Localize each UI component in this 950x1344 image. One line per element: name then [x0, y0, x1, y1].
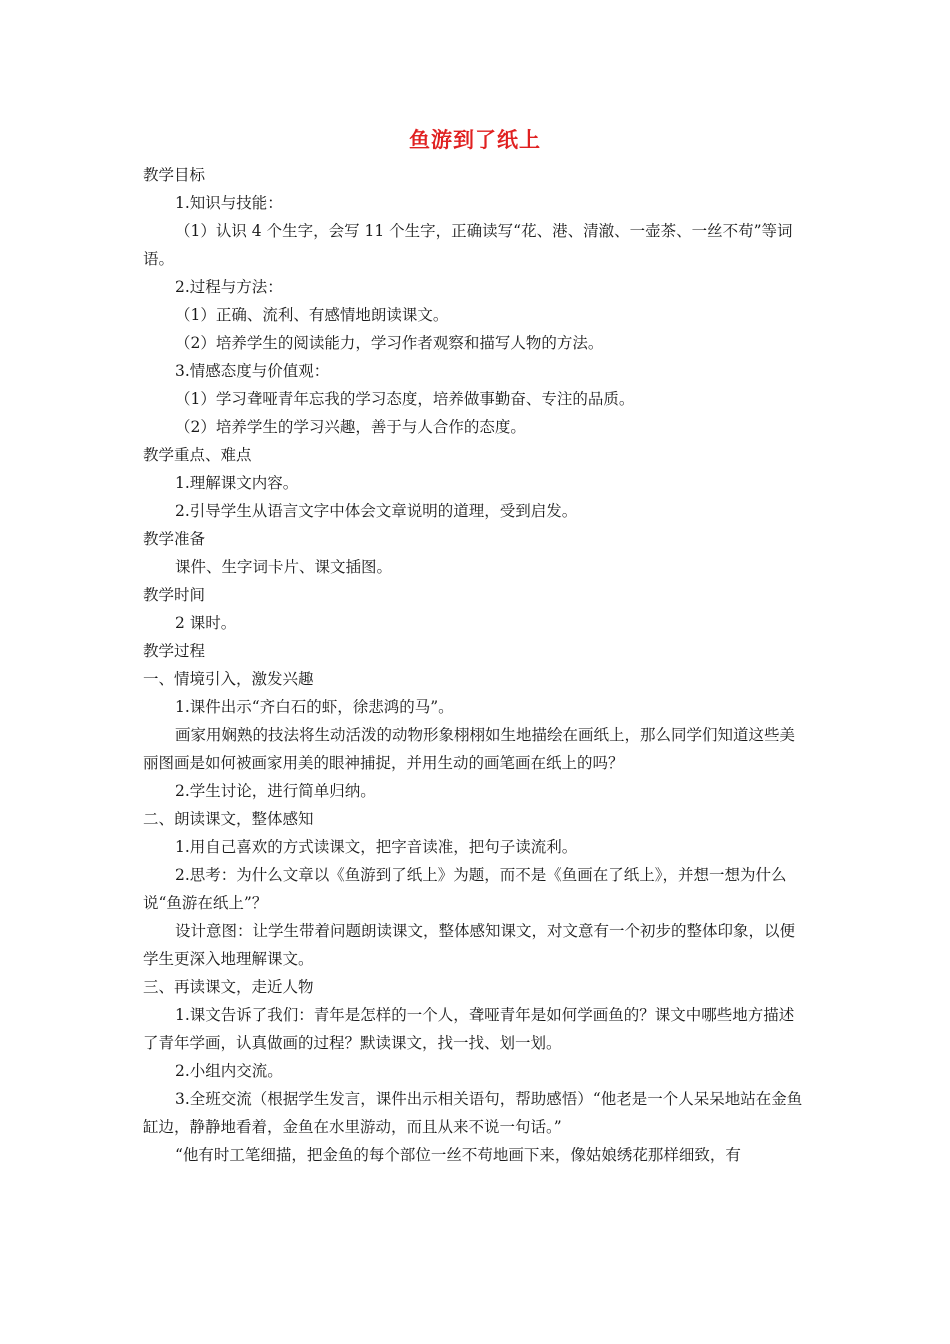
section-heading: 三、再读课文，走近人物 [143, 978, 314, 996]
section-heading: 教学时间 [143, 586, 206, 604]
section-heading: 教学过程 [143, 642, 206, 660]
paragraph: 画家用娴熟的技法将生动活泼的动物形象栩栩如生地描绘在画纸上，那么同学们知道这些美丽图画是如何被画家用美的眼神捕捉，并用生动的画笔画在纸上的吗？ [143, 726, 796, 772]
paragraph: 2 课时。 [175, 614, 237, 632]
paragraph: 1.课件出示“齐白石的虾，徐悲鸿的马”。 [175, 698, 454, 716]
paragraph: 2.学生讨论，进行简单归纳。 [175, 782, 376, 800]
document-body [143, 161, 807, 1169]
document-title: 鱼游到了纸上 [409, 127, 541, 152]
paragraph: 1.知识与技能： [175, 194, 283, 212]
section-heading: 二、朗读课文，整体感知 [143, 810, 314, 828]
paragraph: 1.理解课文内容。 [175, 474, 299, 492]
paragraph: 2.过程与方法： [175, 278, 283, 296]
paragraph: （2）培养学生的学习兴趣，善于与人合作的态度。 [175, 418, 526, 436]
paragraph: 1.用自己喜欢的方式读课文，把字音读准，把句子读流利。 [175, 838, 578, 856]
paragraph: 2.引导学生从语言文字中体会文章说明的道理，受到启发。 [175, 502, 578, 520]
section-heading: 教学准备 [143, 530, 206, 548]
paragraph: 课件、生字词卡片、课文插图。 [175, 558, 393, 576]
paragraph: 设计意图：让学生带着问题朗读课文，整体感知课文，对文意有一个初步的整体印象，以便学生更深入地理解课文。 [143, 922, 796, 968]
paragraph: “他有时工笔细描，把金鱼的每个部位一丝不苟地画下来，像姑娘绣花那样细致，有 [175, 1146, 741, 1164]
paragraph: 1.课文告诉了我们：青年是怎样的一个人，聋哑青年是如何学画鱼的？课文中哪些地方描述了青年学画，认真做画的过程？默读课文，找一找、划一划。 [143, 1006, 795, 1052]
section-heading: 教学重点、难点 [143, 446, 252, 464]
paragraph: 3.情感态度与价值观： [175, 362, 330, 380]
paragraph: （2）培养学生的阅读能力，学习作者观察和描写人物的方法。 [175, 334, 604, 352]
paragraph: 2.思考：为什么文章以《鱼游到了纸上》为题，而不是《鱼画在了纸上》，并想一想为什么说“鱼游在纸上”？ [143, 866, 787, 912]
section-heading: 教学目标 [143, 166, 206, 184]
paragraph: （1）正确、流利、有感情地朗读课文。 [175, 306, 449, 324]
paragraph: 2.小组内交流。 [175, 1062, 283, 1080]
paragraph: （1）学习聋哑青年忘我的学习态度，培养做事勤奋、专注的品质。 [175, 390, 635, 408]
paragraph: （1）认识 4 个生字，会写 11 个生字，正确读写“花、港、清澈、一壶茶、一丝不苟”等词语。 [143, 222, 793, 268]
section-heading: 一、情境引入，激发兴趣 [143, 670, 314, 688]
paragraph: 3.全班交流（根据学生发言，课件出示相关语句，帮助感悟）“他老是一个人呆呆地站在金鱼缸边，静静地看着，金鱼在水里游动，而且从来不说一句话。” [143, 1090, 803, 1136]
